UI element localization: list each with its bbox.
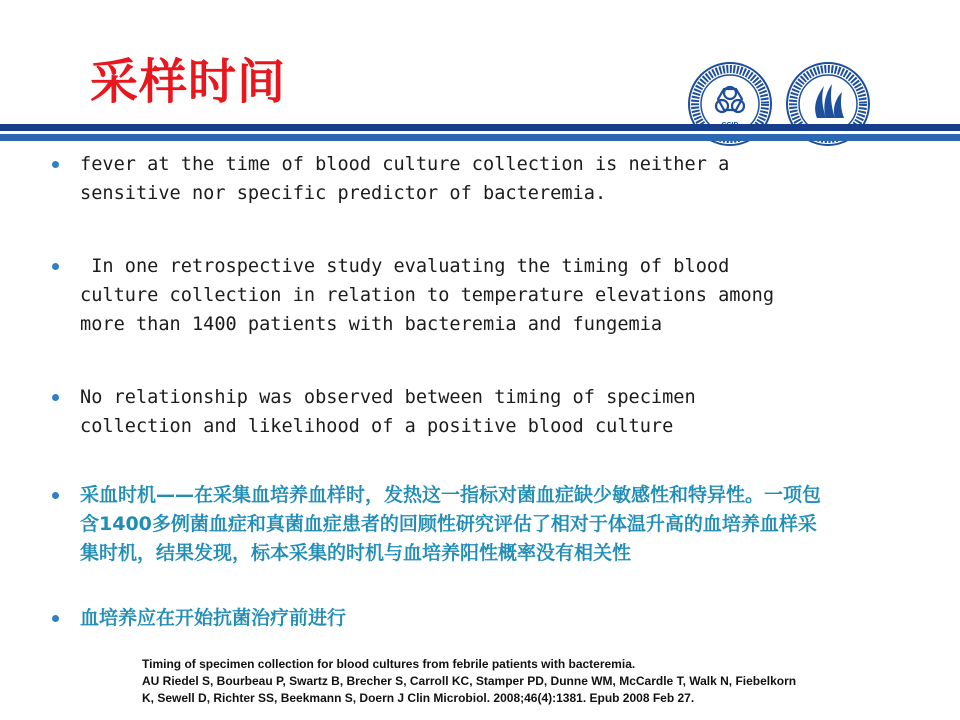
bullet-item [52,383,892,441]
citation-authors: AU Riedel S, Bourbeau P, Swartz B, Brecher S, Carroll KC, Stamper PD, Dunne WM, McCardle T, Walk N, Fiebelkorn [142,674,797,688]
bullet-item [52,150,892,208]
citation-title: Timing of specimen collection for blood cultures from febrile patients with bacteremia. [142,657,636,671]
bullet-text: No relationship was observed between timing of specimen collection and likelihood of a positive blood culture [80,387,696,437]
bullet-dot [52,263,59,270]
bullet-text-chinese: 血培养应在开始抗菌治疗前进行 [80,607,347,629]
citation-reference [142,656,882,707]
bullet-text-chinese: 采血时机——在采集血培养血样时，发热这一指标对菌血症缺少敏感性和特异性。一项包含1400多例菌血症和真菌血症患者的回顾性研究评估了相对于体温升高的血培养血样采集时机，结果发现，标本采集的时机与血培养阳性概率没有相关性 [80,484,822,564]
header-band-dark [0,124,960,131]
bullet-item [52,252,892,339]
bullet-text: In one retrospective study evaluating the timing of blood culture collection in relation to temperature elevations among more than 1400 patients with bacteremia and fungemia [80,256,775,335]
bullet-item [52,604,892,633]
bullet-text: fever at the time of blood culture collection is neither a sensitive nor specific predictor of bacteremia. [80,154,730,204]
header-band-light [0,134,960,141]
citation-journal: K, Sewell D, Richter SS, Beekmann S, Doern J Clin Microbiol. 2008;46(4):1381. Epub 2008 Feb 27. [142,691,695,705]
bullet-dot [52,615,59,622]
bullet-dot [52,492,59,499]
bullet-dot [52,161,59,168]
slide-title: 采样时间 [90,54,287,110]
bullet-dot [52,394,59,401]
bullet-item [52,481,832,568]
